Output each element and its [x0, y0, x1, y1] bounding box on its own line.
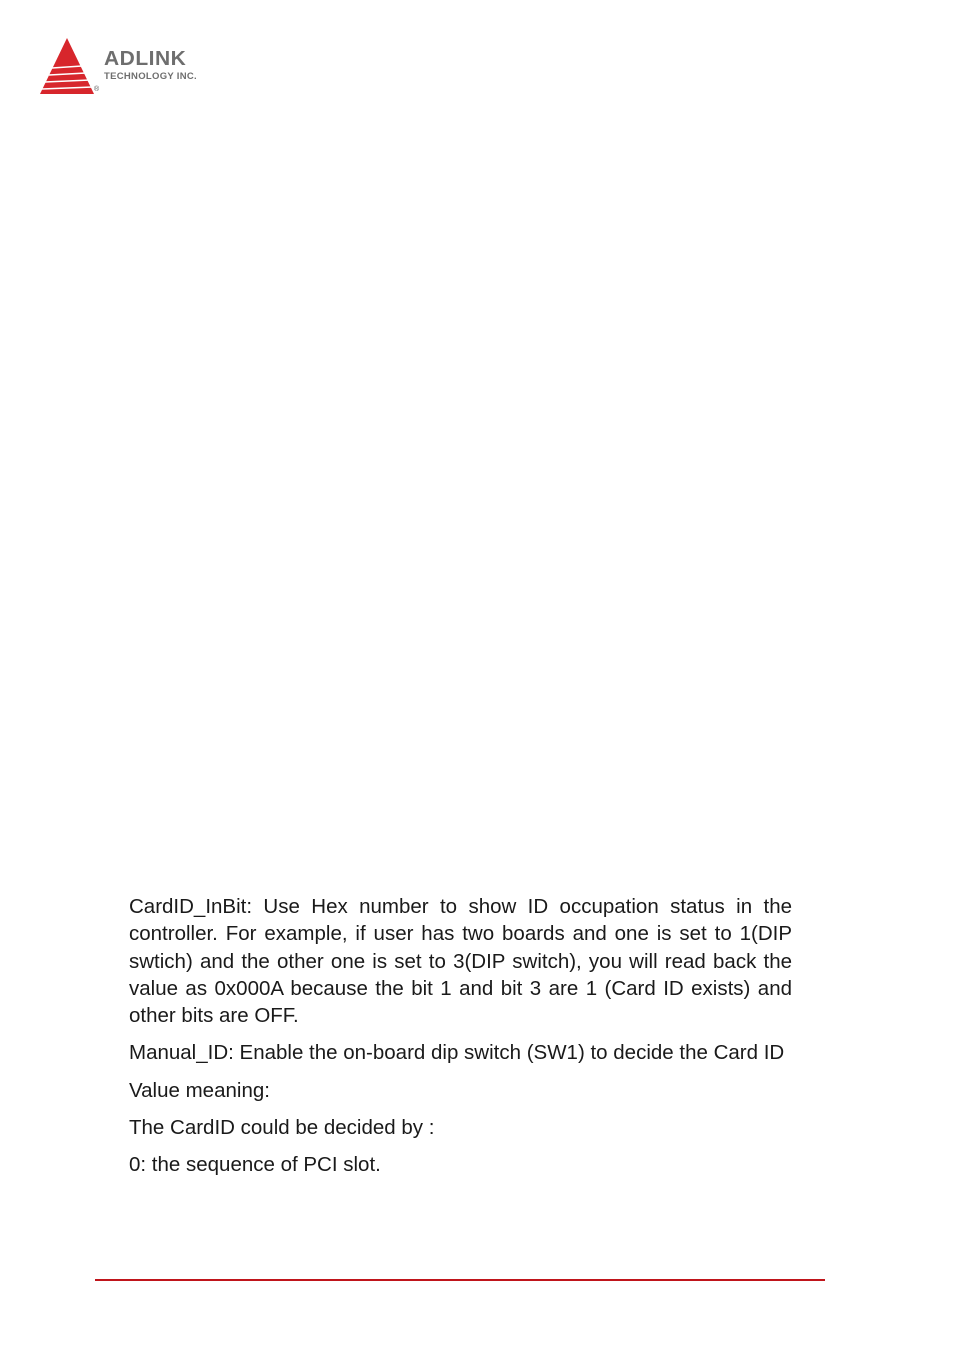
footer-divider — [95, 1279, 825, 1281]
logo-text — [104, 49, 197, 82]
paragraph-pci-slot: 0: the sequence of PCI slot. — [129, 1153, 381, 1177]
logo-tagline: TECHNOLOGY INC. — [104, 71, 197, 82]
paragraph-cardid-decided: The CardID could be decided by : — [129, 1116, 435, 1140]
logo-brand: ADLINK — [104, 48, 187, 70]
paragraph-manual-id: Manual_ID: Enable the on-board dip switch (SW1) to decide the Card ID — [129, 1041, 785, 1065]
registered-mark: ® — [94, 86, 100, 93]
body-text — [129, 893, 792, 1189]
adlink-triangle-icon — [38, 36, 102, 100]
paragraph-cardid-inbit: CardID_InBit: Use Hex number to show ID occupation status in the controller. For example, if user has two boards and one is set to 1(DIP swtich) and the other one is set to 3(DIP switch), you will read back the value as 0x000A because the bit 1 and bit 3 are 1 (Card ID exists) and other bits are OFF. — [129, 895, 792, 1028]
adlink-logo — [38, 36, 238, 100]
paragraph-value-meaning: Value meaning: — [129, 1078, 270, 1102]
